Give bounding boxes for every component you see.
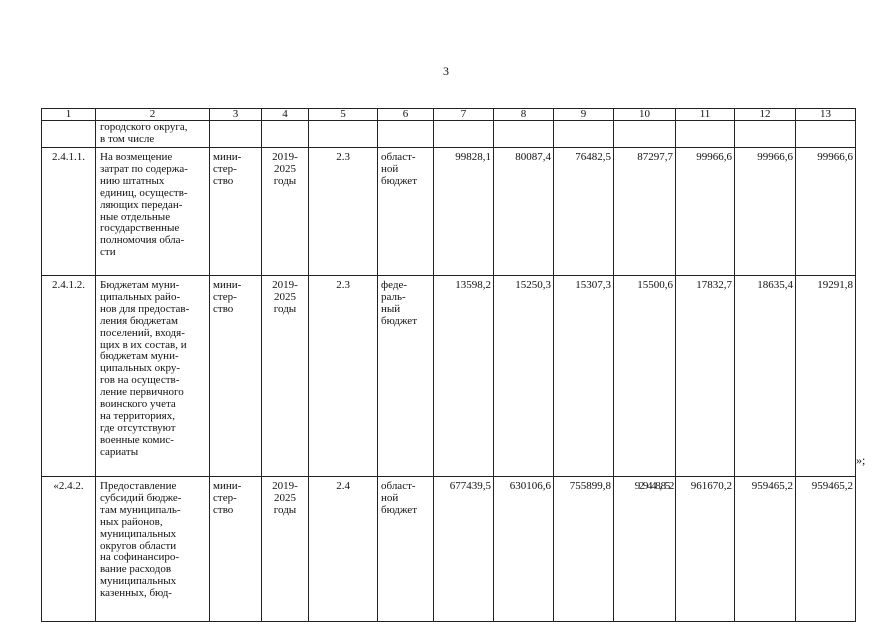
cell-value: 99828,1 bbox=[434, 148, 494, 276]
column-header: 6 bbox=[378, 109, 434, 121]
cell-value: 19291,8 bbox=[796, 276, 856, 477]
cell-value bbox=[494, 121, 554, 148]
cell-value: 677439,5 bbox=[434, 477, 494, 622]
page-number: 3 bbox=[443, 64, 449, 78]
closing-quote-mark: »; bbox=[856, 453, 866, 467]
column-header: 5 bbox=[309, 109, 378, 121]
cell-value: 13598,2 bbox=[434, 276, 494, 477]
cell-period: 2019- 2025 годы bbox=[262, 477, 309, 622]
cell-executor bbox=[210, 121, 262, 148]
cell-code: 2.4 bbox=[309, 477, 378, 622]
cell-value: 99966,6 bbox=[735, 148, 796, 276]
table-row bbox=[42, 276, 856, 477]
column-header: 9 bbox=[554, 109, 614, 121]
cell-value: 18635,4 bbox=[735, 276, 796, 477]
column-header: 13 bbox=[796, 109, 856, 121]
cell-value: 99966,6 bbox=[796, 148, 856, 276]
cell-value: 80087,4 bbox=[494, 148, 554, 276]
cell-value: 959465,2 bbox=[735, 477, 796, 622]
cell-name: Предоставление субсидий бюдже- там муниципаль- ных районов, муниципальных округов области на софинансиро- вание расходов муниципальных казенных, бюд- bbox=[96, 477, 210, 622]
cell-source bbox=[378, 121, 434, 148]
column-header: 4 bbox=[262, 109, 309, 121]
cell-executor: мини- стер- ство bbox=[210, 148, 262, 276]
column-header: 12 bbox=[735, 109, 796, 121]
cell-num bbox=[42, 121, 96, 148]
cell-value bbox=[735, 121, 796, 148]
cell-num: «2.4.2. bbox=[42, 477, 96, 622]
cell-num: 2.4.1.2. bbox=[42, 276, 96, 477]
cell-value: 99966,6 bbox=[676, 148, 735, 276]
cell-value bbox=[434, 121, 494, 148]
cell-value: 15250,3 bbox=[494, 276, 554, 477]
cell-value: 961670,2 bbox=[676, 477, 735, 622]
column-header: 8 bbox=[494, 109, 554, 121]
column-header: 11 bbox=[676, 109, 735, 121]
table-row-continuation bbox=[42, 121, 856, 148]
table-header-row bbox=[42, 109, 856, 121]
column-header: 2 bbox=[96, 109, 210, 121]
cell-value bbox=[796, 121, 856, 148]
cell-name: На возмещение затрат по содержа- нию штатных единиц, осуществ- ляющих передан- ные отдельные государственные полномочия обла- сти bbox=[96, 148, 210, 276]
cell-code bbox=[309, 121, 378, 148]
table-row bbox=[42, 148, 856, 276]
cell-value: 630106,6 bbox=[494, 477, 554, 622]
cell-period: 2019- 2025 годы bbox=[262, 148, 309, 276]
column-header: 1 bbox=[42, 109, 96, 121]
column-header: 7 bbox=[434, 109, 494, 121]
cell-period bbox=[262, 121, 309, 148]
cell-executor: мини- стер- ство bbox=[210, 276, 262, 477]
cell-value bbox=[614, 121, 676, 148]
cell-code: 2.3 bbox=[309, 276, 378, 477]
budget-table bbox=[41, 108, 856, 622]
column-header: 10 bbox=[614, 109, 676, 121]
cell-source: област- ной бюджет bbox=[378, 477, 434, 622]
cell-value: 17832,7 bbox=[676, 276, 735, 477]
cell-value-overprinted: 929448,852 bbox=[614, 477, 676, 622]
cell-period: 2019- 2025 годы bbox=[262, 276, 309, 477]
cell-num: 2.4.1.1. bbox=[42, 148, 96, 276]
cell-value: 76482,5 bbox=[554, 148, 614, 276]
cell-value bbox=[554, 121, 614, 148]
cell-name: Бюджетам муни- ципальных райо- нов для предостав- ления бюджетам поселений, входя- щих в их состав, и бюджетам муни- ципальных окру- гов на осуществ- ление первичного воинского учета на территориях, где отсутствуют военные комис- сариаты bbox=[96, 276, 210, 477]
cell-value: 959465,2 bbox=[796, 477, 856, 622]
cell-executor: мини- стер- ство bbox=[210, 477, 262, 622]
cell-value bbox=[676, 121, 735, 148]
cell-code: 2.3 bbox=[309, 148, 378, 276]
cell-source: област- ной бюджет bbox=[378, 148, 434, 276]
cell-name: городского округа, в том числе bbox=[96, 121, 210, 148]
cell-value: 15307,3 bbox=[554, 276, 614, 477]
cell-value: 15500,6 bbox=[614, 276, 676, 477]
table-row bbox=[42, 477, 856, 622]
cell-source: феде- раль- ный бюджет bbox=[378, 276, 434, 477]
column-header: 3 bbox=[210, 109, 262, 121]
cell-value: 755899,8 bbox=[554, 477, 614, 622]
cell-value: 87297,7 bbox=[614, 148, 676, 276]
